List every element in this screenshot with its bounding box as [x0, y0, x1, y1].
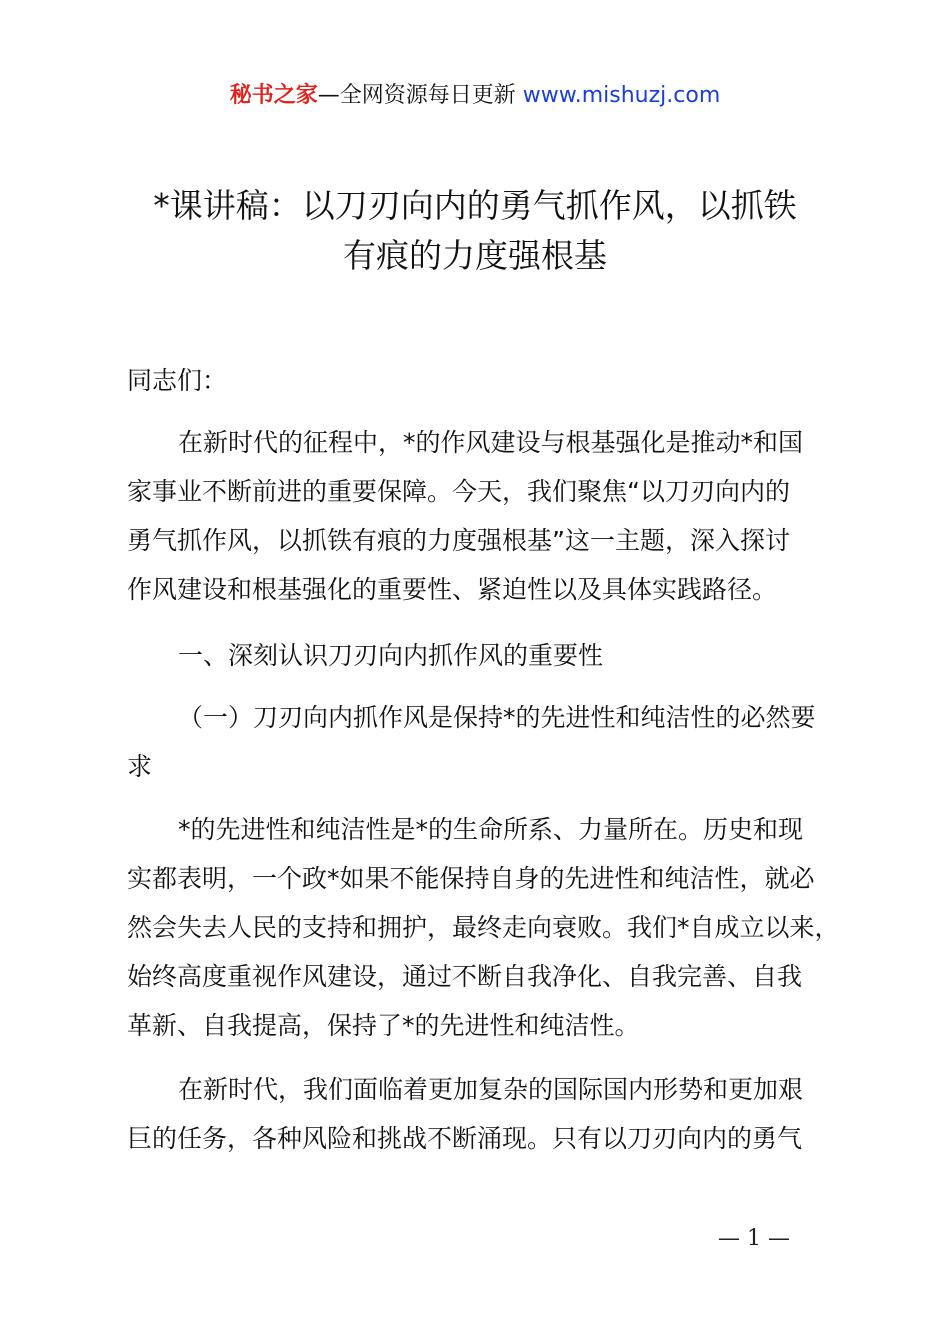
salutation: 同志们：: [127, 366, 228, 395]
paragraph-line: 作风建设和根基强化的重要性、紧迫性以及具体实践路径。: [127, 575, 778, 604]
site-brand: 秘书之家: [229, 83, 318, 108]
paragraph-line: *的先进性和纯洁性是*的生命所系、力量所在。历史和现: [178, 815, 804, 844]
document-title-line-2: 有痕的力度强根基: [343, 236, 607, 275]
site-url-link[interactable]: www.mishuzj.com: [522, 83, 721, 108]
paragraph-line: 革新、自我提高，保持了*的先进性和纯洁性。: [127, 1011, 640, 1040]
site-header: [0, 80, 950, 112]
subsection-heading-continued: 求: [127, 752, 153, 781]
subsection-heading: （一）刀刃向内抓作风是保持*的先进性和纯洁性的必然要: [178, 703, 816, 732]
paragraph-line: 然会失去人民的支持和拥护，最终走向衰败。我们*自成立以来，: [127, 913, 840, 942]
paragraph-line: 始终高度重视作风建设，通过不断自我净化、自我完善、自我: [127, 962, 803, 991]
page-number: — 1 —: [718, 1226, 790, 1251]
paragraph-line: 巨的任务，各种风险和挑战不断涌现。只有以刀刃向内的勇气: [127, 1124, 803, 1153]
paragraph-line: 在新时代的征程中，*的作风建设与根基强化是推动*和国: [178, 428, 804, 457]
paragraph-line: 在新时代，我们面临着更加复杂的国际国内形势和更加艰: [178, 1075, 804, 1104]
section-heading: 一、深刻认识刀刃向内抓作风的重要性: [178, 641, 604, 670]
document-title-line-1: *课讲稿：以刀刃向内的勇气抓作风，以抓铁: [153, 186, 797, 225]
paragraph-line: 实都表明，一个政*如果不能保持自身的先进性和纯洁性，就必: [127, 864, 815, 893]
site-tagline: —全网资源每日更新: [317, 83, 523, 108]
paragraph-line: 勇气抓作风，以抓铁有痕的力度强根基”这一主题，深入探讨: [127, 526, 790, 555]
paragraph-line: 家事业不断前进的重要保障。今天，我们聚焦“以刀刃向内的: [127, 477, 790, 506]
